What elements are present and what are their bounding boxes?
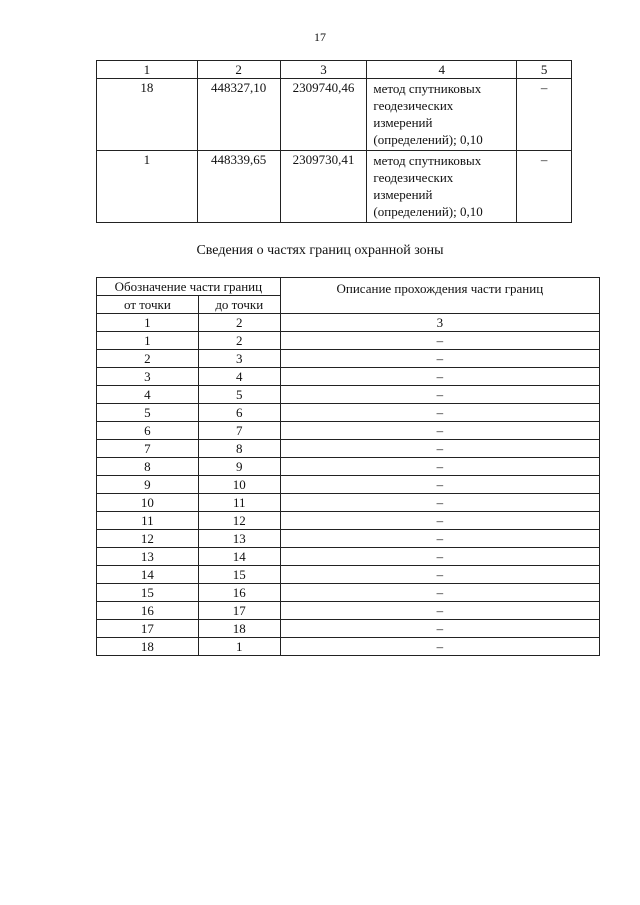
part-description: – xyxy=(280,548,599,566)
boundary-description-header: Описание прохождения части границ xyxy=(280,278,599,314)
column-number: 5 xyxy=(517,61,572,79)
table-row xyxy=(97,332,600,350)
from-point: 18 xyxy=(97,638,199,656)
table-row xyxy=(97,350,600,368)
table-row xyxy=(97,512,600,530)
column-number: 1 xyxy=(97,314,199,332)
column-number: 2 xyxy=(198,314,280,332)
table-row xyxy=(97,368,600,386)
from-point: 12 xyxy=(97,530,199,548)
page-number: 17 xyxy=(314,30,326,44)
to-point: 11 xyxy=(198,494,280,512)
method-line: измерений xyxy=(373,115,433,130)
table-row xyxy=(97,620,600,638)
from-point: 11 xyxy=(97,512,199,530)
table-row xyxy=(97,79,572,151)
parts-header-row xyxy=(97,278,600,296)
part-description: – xyxy=(280,602,599,620)
coordinates-header-row xyxy=(97,61,572,79)
to-point: 2 xyxy=(198,332,280,350)
to-point: 4 xyxy=(198,368,280,386)
column-number: 2 xyxy=(197,61,280,79)
part-description: – xyxy=(280,530,599,548)
method-line: измерений xyxy=(373,187,433,202)
coordinate-x: 448339,65 xyxy=(197,151,280,223)
to-point: 6 xyxy=(198,404,280,422)
method-description xyxy=(367,79,517,151)
error-value: – xyxy=(517,151,572,223)
from-point: 16 xyxy=(97,602,199,620)
from-point: 6 xyxy=(97,422,199,440)
from-point: 5 xyxy=(97,404,199,422)
table-row xyxy=(97,386,600,404)
error-value: – xyxy=(517,79,572,151)
method-line: геодезических xyxy=(373,170,454,185)
part-description: – xyxy=(280,584,599,602)
to-point: 10 xyxy=(198,476,280,494)
from-point: 7 xyxy=(97,440,199,458)
from-point: 15 xyxy=(97,584,199,602)
point-name: 1 xyxy=(97,151,198,223)
part-description: – xyxy=(280,332,599,350)
table-row xyxy=(97,440,600,458)
boundary-parts-table xyxy=(96,277,600,656)
method-line: (определений); 0,10 xyxy=(373,132,483,147)
method-line: (определений); 0,10 xyxy=(373,204,483,219)
coordinates-table xyxy=(96,60,572,223)
to-point: 15 xyxy=(198,566,280,584)
column-number: 3 xyxy=(280,314,599,332)
to-point: 14 xyxy=(198,548,280,566)
table-row xyxy=(97,476,600,494)
to-point: 1 xyxy=(198,638,280,656)
to-point-header: до точки xyxy=(198,296,280,314)
to-point: 17 xyxy=(198,602,280,620)
point-name: 18 xyxy=(97,79,198,151)
column-number: 4 xyxy=(367,61,517,79)
part-description: – xyxy=(280,638,599,656)
from-point: 2 xyxy=(97,350,199,368)
from-point-header: от точки xyxy=(97,296,199,314)
coordinate-x: 448327,10 xyxy=(197,79,280,151)
table-row xyxy=(97,566,600,584)
to-point: 7 xyxy=(198,422,280,440)
method-line: метод спутниковых xyxy=(373,153,482,168)
method-line: метод спутниковых xyxy=(373,81,482,96)
from-point: 1 xyxy=(97,332,199,350)
column-number: 3 xyxy=(280,61,367,79)
part-description: – xyxy=(280,422,599,440)
from-point: 8 xyxy=(97,458,199,476)
coordinate-y: 2309740,46 xyxy=(280,79,367,151)
from-point: 13 xyxy=(97,548,199,566)
part-description: – xyxy=(280,350,599,368)
section-title: Сведения о частях границ охранной зоны xyxy=(196,243,444,258)
part-description: – xyxy=(280,512,599,530)
to-point: 13 xyxy=(198,530,280,548)
part-description: – xyxy=(280,386,599,404)
coordinate-y: 2309730,41 xyxy=(280,151,367,223)
method-line: геодезических xyxy=(373,98,454,113)
part-description: – xyxy=(280,440,599,458)
part-description: – xyxy=(280,476,599,494)
from-point: 4 xyxy=(97,386,199,404)
from-point: 9 xyxy=(97,476,199,494)
table-row xyxy=(97,602,600,620)
to-point: 16 xyxy=(198,584,280,602)
parts-column-numbers-row xyxy=(97,314,600,332)
part-description: – xyxy=(280,620,599,638)
to-point: 18 xyxy=(198,620,280,638)
boundary-designation-header: Обозначение части границ xyxy=(97,278,281,296)
part-description: – xyxy=(280,566,599,584)
from-point: 10 xyxy=(97,494,199,512)
part-description: – xyxy=(280,458,599,476)
table-row xyxy=(97,548,600,566)
from-point: 17 xyxy=(97,620,199,638)
to-point: 12 xyxy=(198,512,280,530)
table-row xyxy=(97,404,600,422)
table-row xyxy=(97,584,600,602)
table-row xyxy=(97,151,572,223)
column-number: 1 xyxy=(97,61,198,79)
table-row xyxy=(97,458,600,476)
table-row xyxy=(97,638,600,656)
part-description: – xyxy=(280,494,599,512)
to-point: 5 xyxy=(198,386,280,404)
table-row xyxy=(97,422,600,440)
from-point: 14 xyxy=(97,566,199,584)
part-description: – xyxy=(280,368,599,386)
table-row xyxy=(97,530,600,548)
to-point: 3 xyxy=(198,350,280,368)
to-point: 8 xyxy=(198,440,280,458)
from-point: 3 xyxy=(97,368,199,386)
table-row xyxy=(97,494,600,512)
to-point: 9 xyxy=(198,458,280,476)
method-description xyxy=(367,151,517,223)
part-description: – xyxy=(280,404,599,422)
